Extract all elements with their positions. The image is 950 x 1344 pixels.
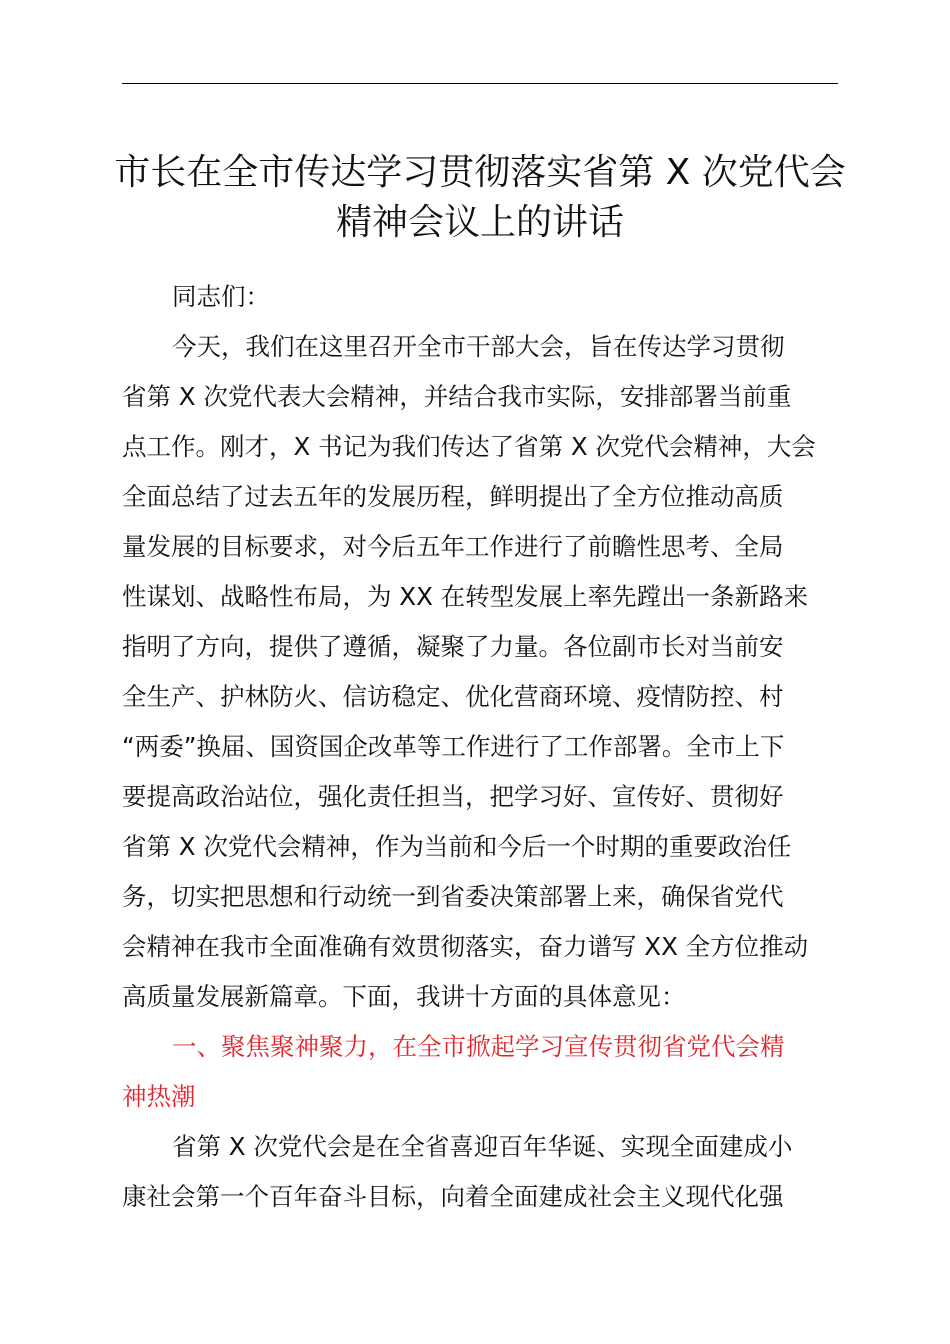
paragraph-line: 省第 X 次党代表大会精神，并结合我市实际，安排部署当前重 <box>122 382 792 411</box>
paragraph-line: 康社会第一个百年奋斗目标，向着全面建成社会主义现代化强 <box>122 1182 784 1211</box>
paragraph-line: 性谋划、战略性布局，为 XX 在转型发展上率先蹚出一条新路来 <box>122 582 809 611</box>
paragraph-line: 全生产、护林防火、信访稳定、优化营商环境、疫情防控、村 <box>122 682 784 711</box>
document-body <box>122 272 838 1222</box>
paragraph-1 <box>122 322 838 1022</box>
header-rule <box>122 83 838 84</box>
section-heading-1 <box>122 1022 838 1122</box>
paragraph-line: 点工作。刚才，X 书记为我们传达了省第 X 次党代会精神，大会 <box>122 432 816 461</box>
paragraph-line: 高质量发展新篇章。下面，我讲十方面的具体意见： <box>122 982 686 1011</box>
paragraph-line: 全面总结了过去五年的发展历程，鲜明提出了全方位推动高质 <box>122 482 784 511</box>
heading-line: 一、聚焦聚神聚力，在全市掀起学习宣传贯彻省党代会精 <box>172 1032 785 1061</box>
paragraph-line: 省第 X 次党代会是在全省喜迎百年华诞、实现全面建成小 <box>172 1132 793 1161</box>
paragraph-line: 会精神在我市全面准确有效贯彻落实，奋力谱写 XX 全方位推动 <box>122 932 809 961</box>
salutation-line: 同志们： <box>172 282 270 311</box>
paragraph-line: 指明了方向，提供了遵循，凝聚了力量。各位副市长对当前安 <box>122 632 784 661</box>
paragraph-line: “两委”换届、国资国企改革等工作进行了工作部署。全市上下 <box>122 732 785 761</box>
document-title <box>110 148 850 248</box>
salutation <box>122 272 838 322</box>
paragraph-line: 要提高政治站位，强化责任担当，把学习好、宣传好、贯彻好 <box>122 782 784 811</box>
title-line: 市长在全市传达学习贯彻落实省第 X 次党代会 <box>114 152 846 193</box>
paragraph-line: 量发展的目标要求，对今后五年工作进行了前瞻性思考、全局 <box>122 532 784 561</box>
heading-line: 神热潮 <box>122 1082 196 1111</box>
paragraph-line: 今天，我们在这里召开全市干部大会，旨在传达学习贯彻 <box>172 332 785 361</box>
paragraph-2 <box>122 1122 838 1222</box>
paragraph-line: 省第 X 次党代会精神，作为当前和今后一个时期的重要政治任 <box>122 832 792 861</box>
paragraph-line: 务，切实把思想和行动统一到省委决策部署上来，确保省党代 <box>122 882 784 911</box>
title-line: 精神会议上的讲话 <box>335 202 624 243</box>
